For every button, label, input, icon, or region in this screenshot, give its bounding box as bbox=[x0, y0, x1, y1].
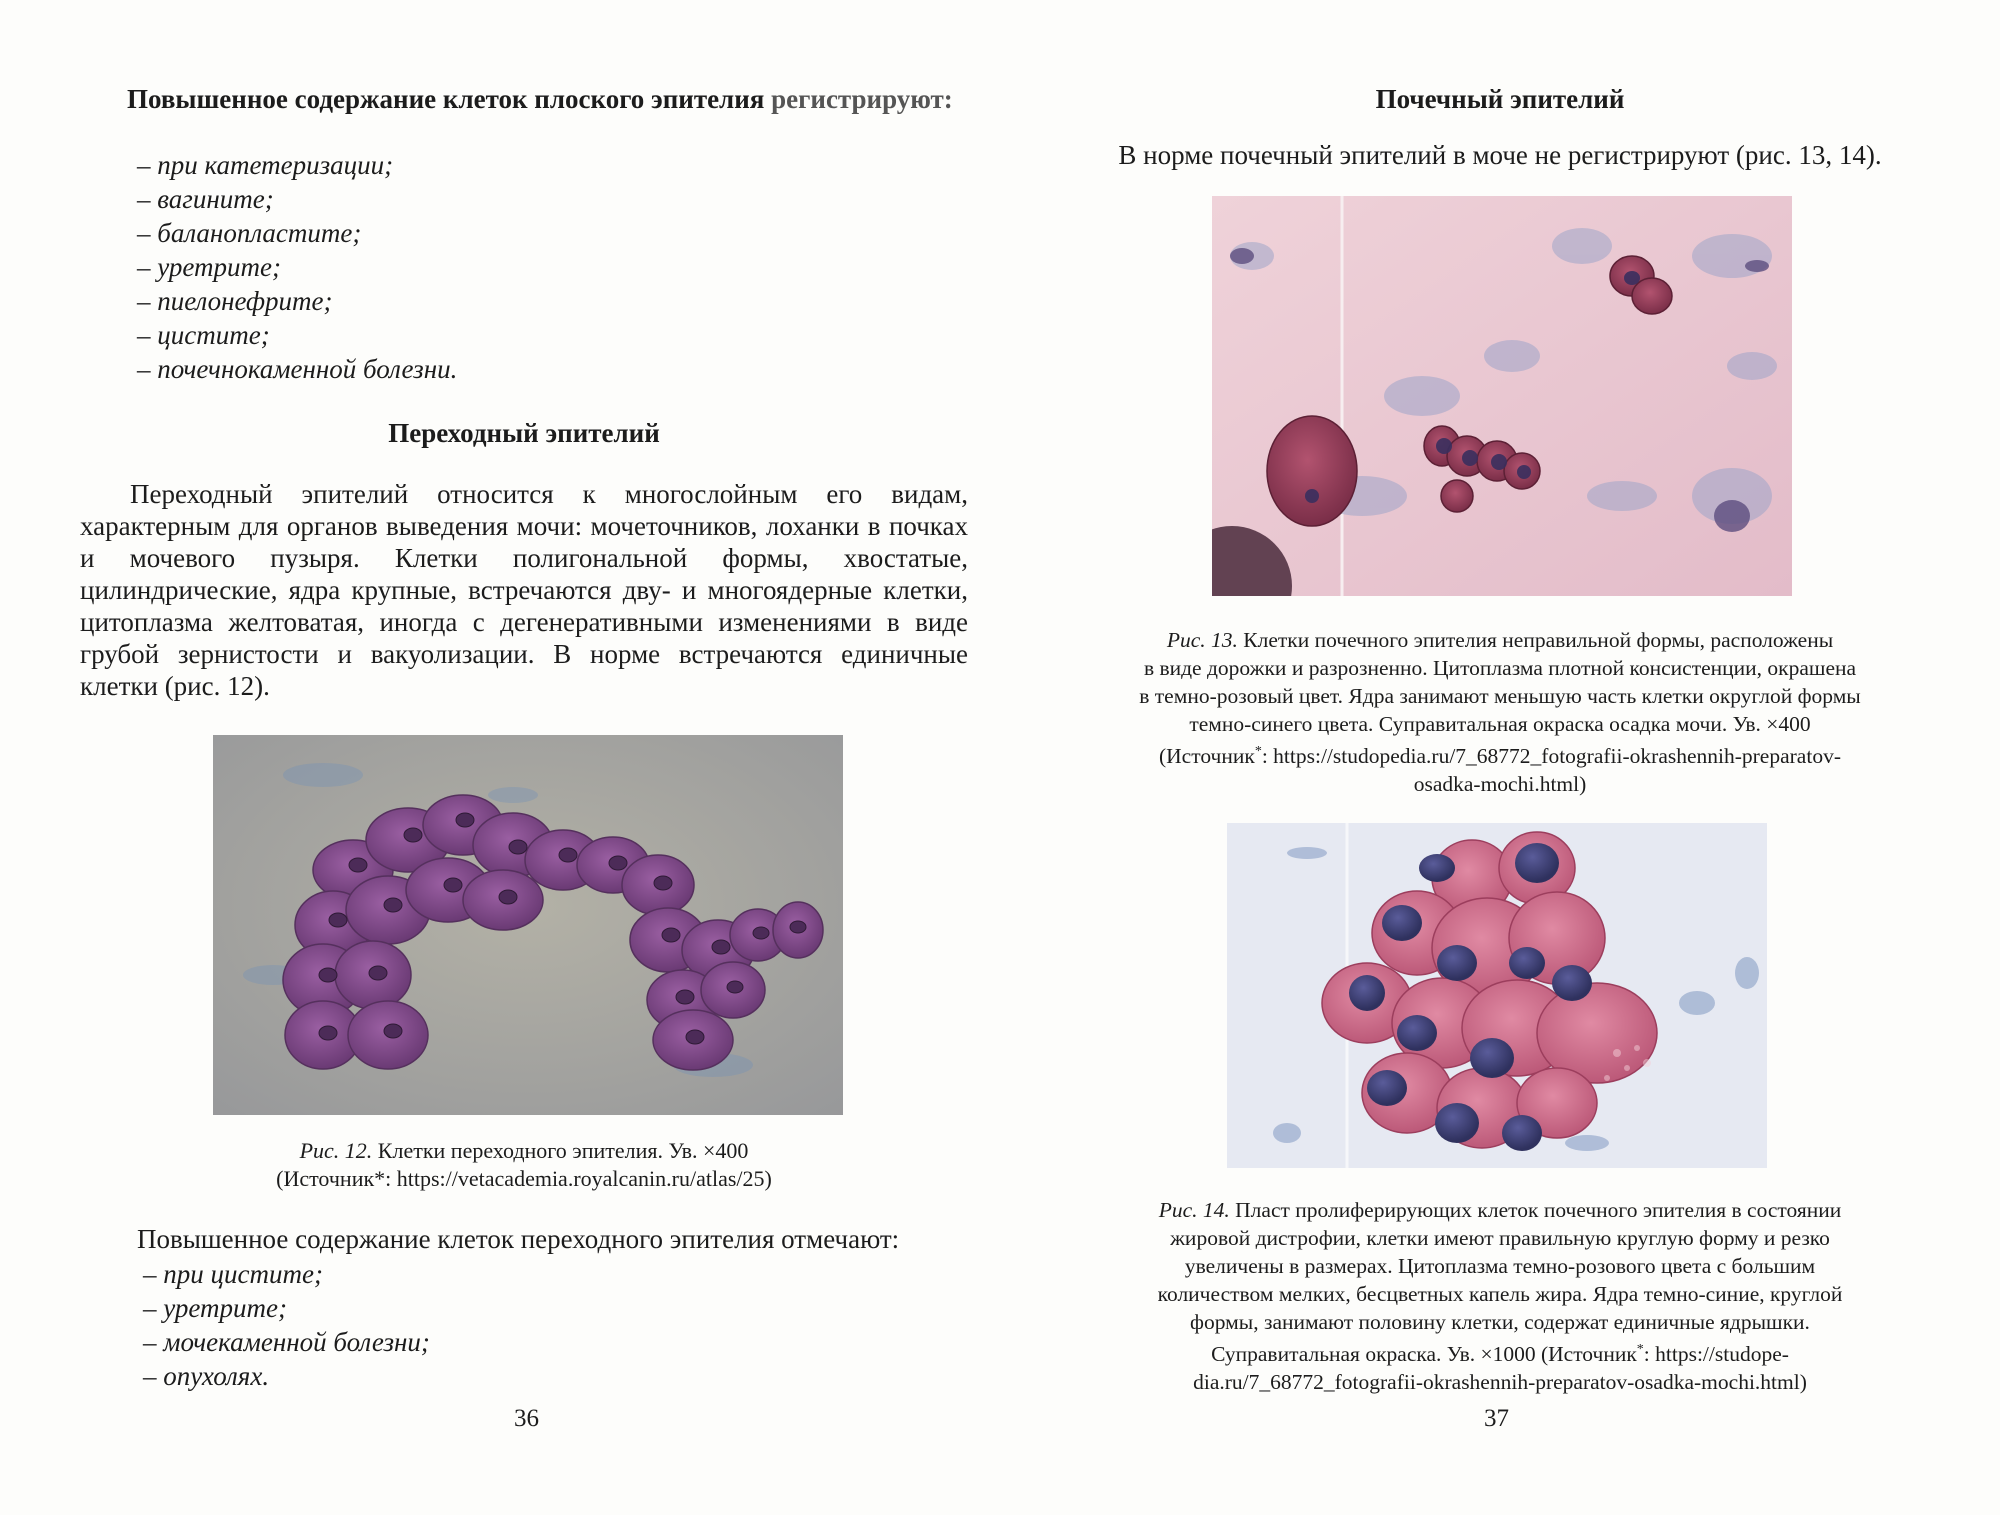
figure-14-label: Рис. 14. bbox=[1158, 1198, 1230, 1222]
figure-14-line-1: Пласт пролиферирующих клеток почечного эпителия в состоянии bbox=[1229, 1198, 1842, 1222]
figure-14-caption bbox=[1040, 1196, 1960, 1396]
figure-14-line-4: количеством мелких, бесцветных капель жира. Ядра темно-синие, круглой bbox=[1157, 1282, 1843, 1306]
list-item: – цистите; bbox=[137, 320, 270, 350]
figure-13-line-1: Клетки почечного эпителия неправильной формы, расположены bbox=[1237, 628, 1834, 652]
list-item: – вагините; bbox=[137, 184, 274, 214]
squamous-intro-rest: регистрируют: bbox=[764, 84, 953, 114]
figure-13-source-line-2: osadka-mochi.html) bbox=[1413, 772, 1587, 797]
list-item: – при цистите; bbox=[143, 1259, 323, 1289]
renal-norm-text: В норме почечный эпителий в моче не регистрируют (рис. 13, 14). bbox=[1118, 140, 1882, 170]
figure-14-line-3: увеличены в размерах. Цитоплазма темно-розового цвета с большим bbox=[1184, 1254, 1816, 1278]
page-number-right: 37 bbox=[1484, 1405, 1509, 1432]
figure-14-line-7: dia.ru/7_68772_fotografii-okrashennih-preparatov-osadka-mochi.html) bbox=[1193, 1370, 1807, 1395]
figure-13-source-sup: * bbox=[1254, 744, 1262, 759]
figure-12-source: (Источник*: https://vetacademia.royalcanin.ru/atlas/25) bbox=[276, 1166, 772, 1191]
figure-13-source-line-1: : https://studopedia.ru/7_68772_fotografii-okrashennih-preparatov- bbox=[1261, 744, 1841, 769]
list-item: – почечнокаменной болезни. bbox=[137, 354, 458, 384]
transitional-paragraph: Переходный эпителий относится к многослойным его видам, характерным для органов выведения мочи: мочеточников, лоханки в почках и мочевого пузыря. Клетки полигональной формы, хвостатые, цилиндрические, ядра крупные, встречаются дву- и многоядерные клетки, цитоплазма желтоватая, иногда с дегенеративными изменениями в виде грубой зернистости и вакуолизации. В норме встречаются единичные клетки (рис. 12). bbox=[80, 479, 968, 701]
figure-14-line-2: жировой дистрофии, клетки имеют правильную круглую форму и резко bbox=[1170, 1226, 1830, 1250]
figure-12-text: Клетки переходного эпителия. Ув. ×400 bbox=[372, 1138, 749, 1163]
right-page bbox=[1000, 0, 2000, 1515]
list-item: – при катетеризации; bbox=[137, 150, 394, 180]
squamous-conditions-list bbox=[137, 148, 837, 386]
figure-14-line-6-prefix: Суправитальная окраска. Ув. ×1000 (Источник bbox=[1211, 1342, 1637, 1367]
figure-13-label: Рис. 13. bbox=[1166, 628, 1238, 652]
figure-13-image bbox=[1212, 196, 1792, 596]
transitional-conditions-list bbox=[143, 1257, 843, 1393]
page-number-left: 36 bbox=[514, 1405, 539, 1432]
transitional-increase-text: Повышенное содержание клеток переходного эпителия отмечают: bbox=[137, 1224, 900, 1254]
list-item: – уретрите; bbox=[137, 252, 281, 282]
section-heading-transitional: Переходный эпителий bbox=[388, 418, 660, 448]
figure-13-caption bbox=[1040, 626, 1960, 798]
figure-12-caption bbox=[80, 1137, 968, 1193]
figure-14-line-6-rest: : https://studope- bbox=[1643, 1342, 1789, 1367]
list-item: – пиелонефрите; bbox=[137, 286, 333, 316]
figure-13-source-prefix: (Источник bbox=[1159, 744, 1255, 769]
list-item: – мочекаменной болезни; bbox=[143, 1327, 430, 1357]
section-heading-renal: Почечный эпителий bbox=[1375, 84, 1625, 114]
list-item: – опухолях. bbox=[143, 1361, 270, 1391]
figure-12-image bbox=[213, 735, 843, 1115]
figure-13-line-4: темно-синего цвета. Суправитальная окраска осадка мочи. Ув. ×400 bbox=[1189, 712, 1811, 736]
figure-13-line-3: в темно-розовый цвет. Ядра занимают меньшую часть клетки округлой формы bbox=[1139, 684, 1861, 708]
figure-12-label: Рис. 12. bbox=[299, 1138, 373, 1163]
figure-13-line-2: в виде дорожки и разрозненно. Цитоплазма плотной консистенции, окрашена bbox=[1143, 656, 1857, 680]
squamous-intro bbox=[80, 82, 968, 116]
figure-14-line-5: формы, занимают половину клетки, содержат единичные ядрышки. bbox=[1190, 1310, 1810, 1334]
figure-14-line-6-sup: * bbox=[1636, 1342, 1644, 1357]
list-item: – баланопластите; bbox=[137, 218, 362, 248]
squamous-intro-bold: Повышенное содержание клеток плоского эпителия bbox=[127, 84, 765, 114]
list-item: – уретрите; bbox=[143, 1293, 287, 1323]
figure-14-image bbox=[1227, 823, 1767, 1168]
